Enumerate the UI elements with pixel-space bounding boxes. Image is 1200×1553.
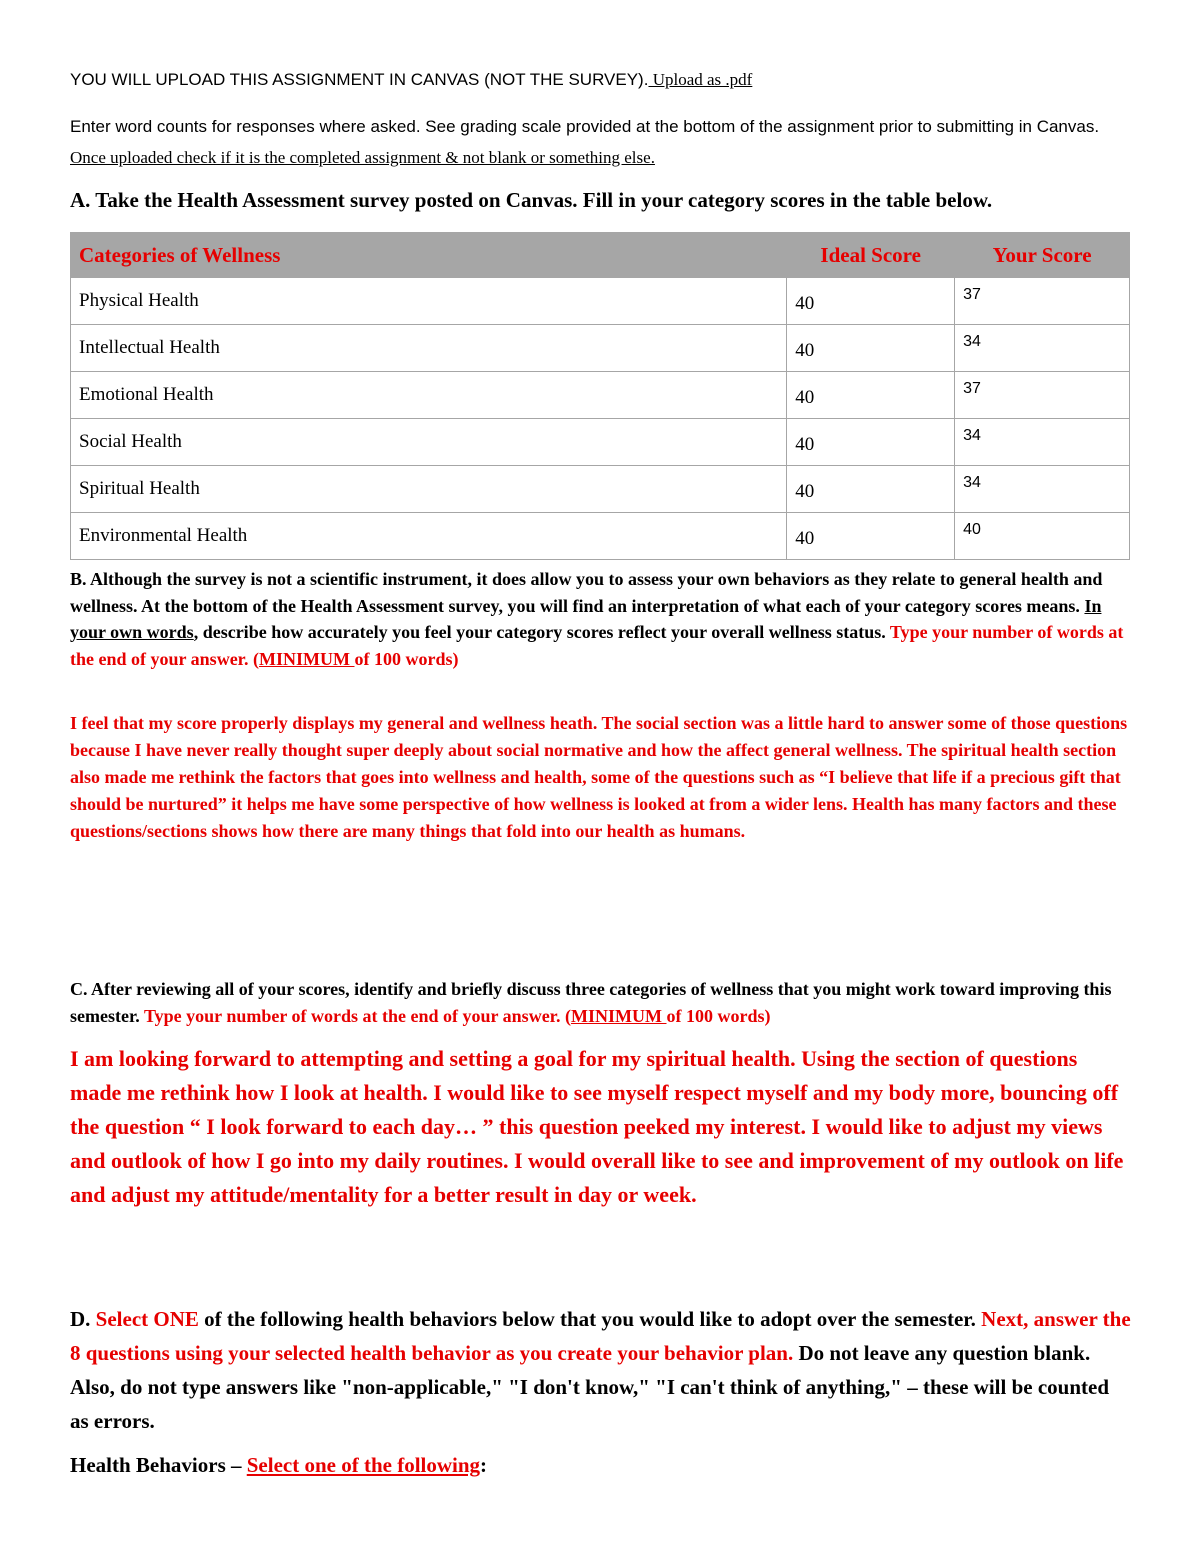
own-words-emphasis: In your own words [70, 595, 1102, 642]
upload-instruction [70, 70, 752, 90]
category-cell: Spiritual Health [71, 466, 787, 513]
header-categories: Categories of Wellness [71, 233, 787, 278]
upload-format-note: Upload as .pdf [648, 70, 753, 89]
category-cell: Environmental Health [71, 513, 787, 560]
word-count-instruction [70, 111, 1100, 173]
table-row [71, 466, 1130, 513]
upload-instruction-text: YOU WILL UPLOAD THIS ASSIGNMENT IN CANVAS (NOT THE SURVEY). [70, 70, 649, 89]
ideal-score-cell: 40 [787, 325, 955, 372]
section-b-prompt-text: B. Although the survey is not a scientific instrument, it does allow you to assess your own behaviors as they relate to general health and wellness. At the bottom of the Health Assessment survey, you will find an interpretation of what each of your category scores means. [70, 569, 1103, 616]
word-count-requirement: Type your number of words at the end of your answer. ( [143, 1006, 572, 1026]
section-c-answer[interactable]: I am looking forward to attempting and setting a goal for my spiritual health. Using the section of questions made me rethink how I look at health. I would like to see myself respect myself and my body more, bouncing off the question “ I look forward to each day… ” this question peeked my interest. I would like to adjust my views and outlook of how I go into my daily routines. I would overall like to see and improvement of my outlook on life and adjust my attitude/mentality for a better result in day or week. [70, 1046, 1124, 1207]
section-d-label: D. [70, 1307, 96, 1331]
wellness-scores-table [70, 232, 1130, 560]
select-one-emphasis: Select ONE [95, 1307, 199, 1331]
health-behaviors-label: Health Behaviors – [70, 1453, 247, 1477]
select-one-following: Select one of the following [246, 1453, 481, 1477]
category-cell: Emotional Health [71, 372, 787, 419]
table-row [71, 325, 1130, 372]
your-score-cell[interactable]: 34 [955, 325, 1130, 372]
your-score-cell[interactable]: 34 [955, 419, 1130, 466]
word-count-instruction-text: Enter word counts for responses where asked. See grading scale provided at the bottom of the assignment prior to submitting in Canvas. [70, 117, 1100, 136]
your-score-cell[interactable]: 34 [955, 466, 1130, 513]
ideal-score-cell: 40 [787, 372, 955, 419]
word-count-requirement: Type your number of words at the end of your answer. ( [70, 622, 1124, 669]
word-count-requirement-end: of 100 words) [354, 648, 459, 669]
header-your-score: Your Score [955, 233, 1130, 278]
section-d-text: of the following health behaviors below that you would like to adopt over the semester. [198, 1307, 982, 1331]
upload-check-note: Once uploaded check if it is the completed assignment & not blank or something else. [70, 148, 655, 167]
health-behaviors-colon: : [480, 1453, 488, 1477]
category-cell: Social Health [71, 419, 787, 466]
word-count-requirement-end: of 100 words) [666, 1006, 771, 1026]
table-row [71, 372, 1130, 419]
table-row [71, 419, 1130, 466]
section-c-prompt-text: C. After reviewing all of your scores, identify and briefly discuss three categories of wellness that you might work toward improving this semester. [70, 979, 1112, 1026]
ideal-score-cell: 40 [787, 419, 955, 466]
your-score-cell[interactable]: 37 [955, 278, 1130, 325]
your-score-cell[interactable]: 37 [955, 372, 1130, 419]
your-score-cell[interactable]: 40 [955, 513, 1130, 560]
section-d-prompt [70, 1302, 1132, 1438]
category-cell: Intellectual Health [71, 325, 787, 372]
ideal-score-cell: 40 [787, 278, 955, 325]
section-b-prompt [70, 566, 1132, 672]
section-d-warning: Do not leave any question blank. Also, do not type answers like "non-applicable," "I don't know," "I can't think of anything," – these will be counted as errors. [70, 1341, 1110, 1433]
health-behaviors-heading [70, 1448, 1132, 1482]
header-ideal-score: Ideal Score [787, 233, 955, 278]
section-b-prompt-text-2: , describe how accurately you feel your category scores reflect your overall wellness status. [193, 622, 890, 642]
section-b-answer[interactable]: I feel that my score properly displays my general and wellness heath. The social section was a little hard to answer some of those questions because I have never really thought super deeply about social normative and how the affect general wellness. The spiritual health section also made me rethink the factors that goes into wellness and health, some of the questions such as “I believe that life if a precious gift that should be nurtured” it helps me have some perspective of how wellness is looked at from a wider lens. Health has many factors and these questions/sections shows how there are many things that fold into our health as humans. [70, 713, 1128, 841]
table-header-row [71, 233, 1130, 278]
category-cell: Physical Health [71, 278, 787, 325]
ideal-score-cell: 40 [787, 513, 955, 560]
section-c-prompt [70, 976, 1132, 1030]
minimum-emphasis: MINIMUM [259, 648, 355, 669]
table-row [71, 513, 1130, 560]
minimum-emphasis: MINIMUM [571, 1006, 667, 1026]
ideal-score-cell: 40 [787, 466, 955, 513]
table-row [71, 278, 1130, 325]
section-a-heading: A. Take the Health Assessment survey posted on Canvas. Fill in your category scores in the table below. [70, 188, 993, 212]
behavior-plan-instruction: Next, answer the 8 questions using your selected health behavior as you create your behavior plan. [70, 1307, 1131, 1365]
